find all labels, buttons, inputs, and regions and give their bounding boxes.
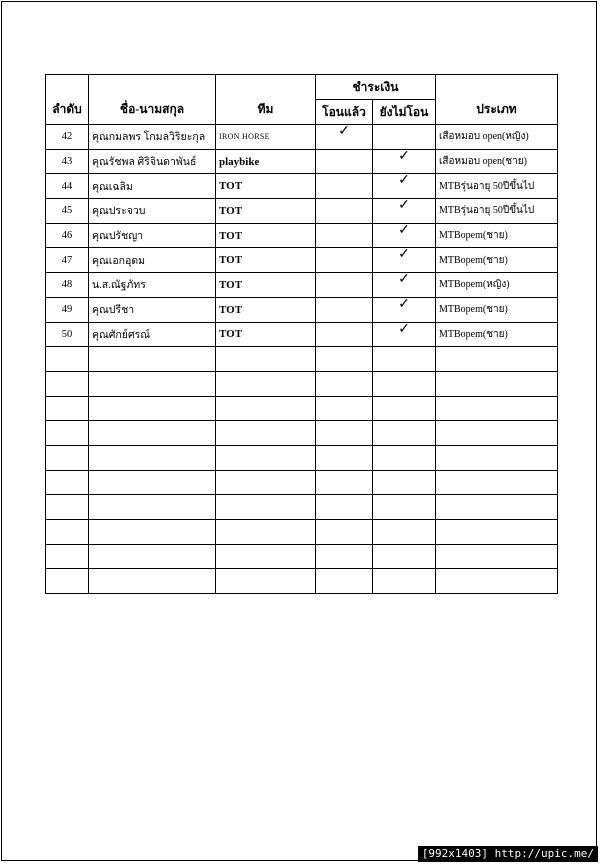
empty-cell xyxy=(316,421,373,446)
team-name: TOT xyxy=(216,223,316,248)
header-name: ชื่อ-นามสกุล xyxy=(89,75,216,125)
unpaid-check-cell xyxy=(373,199,436,224)
check-mark-icon: ✓ xyxy=(398,272,410,288)
empty-cell xyxy=(216,371,316,396)
table-row xyxy=(46,199,558,224)
empty-cell xyxy=(373,396,436,421)
empty-cell xyxy=(373,470,436,495)
empty-cell xyxy=(373,495,436,520)
empty-table-row xyxy=(46,569,558,594)
table-body xyxy=(46,125,558,594)
empty-cell xyxy=(89,544,216,569)
empty-cell xyxy=(436,520,558,545)
team-name: playbike xyxy=(216,149,316,174)
table-row xyxy=(46,223,558,248)
check-mark-icon: ✓ xyxy=(398,149,410,164)
empty-cell xyxy=(216,396,316,421)
empty-table-row xyxy=(46,544,558,569)
check-mark-icon: ✓ xyxy=(398,173,410,189)
empty-cell xyxy=(373,544,436,569)
empty-cell xyxy=(46,569,89,594)
empty-cell xyxy=(436,396,558,421)
unpaid-check-cell xyxy=(373,273,436,298)
unpaid-check-cell xyxy=(373,149,436,174)
empty-cell xyxy=(373,421,436,446)
table-row xyxy=(46,125,558,150)
empty-cell xyxy=(89,495,216,520)
empty-cell xyxy=(216,544,316,569)
empty-cell xyxy=(436,544,558,569)
participant-name: น.ส.ณัฐภัทร xyxy=(89,273,216,298)
check-mark-icon: ✓ xyxy=(398,247,410,263)
empty-cell xyxy=(316,520,373,545)
empty-cell xyxy=(46,445,89,470)
empty-cell xyxy=(436,445,558,470)
row-number: 46 xyxy=(46,223,89,248)
empty-cell xyxy=(436,569,558,594)
table-row xyxy=(46,248,558,273)
empty-cell xyxy=(373,347,436,372)
empty-cell xyxy=(316,470,373,495)
team-name: TOT xyxy=(216,199,316,224)
empty-cell xyxy=(216,520,316,545)
team-name: TOT xyxy=(216,174,316,199)
empty-cell xyxy=(373,569,436,594)
participant-name: คุณปรีชา xyxy=(89,297,216,322)
unpaid-check-cell xyxy=(373,223,436,248)
empty-table-row xyxy=(46,347,558,372)
empty-table-row xyxy=(46,470,558,495)
empty-table-row xyxy=(46,445,558,470)
empty-cell xyxy=(89,371,216,396)
empty-table-row xyxy=(46,371,558,396)
paid-check-cell xyxy=(316,223,373,248)
category: MTBรุ่นอายุ 50ปีขึ้นไป xyxy=(436,199,558,224)
empty-cell xyxy=(316,347,373,372)
empty-cell xyxy=(89,569,216,594)
empty-cell xyxy=(46,371,89,396)
paid-check-cell xyxy=(316,125,373,150)
empty-cell xyxy=(316,396,373,421)
empty-cell xyxy=(46,495,89,520)
unpaid-check-cell xyxy=(373,248,436,273)
empty-cell xyxy=(216,421,316,446)
category: MTBopem(ชาย) xyxy=(436,322,558,347)
paid-check-cell xyxy=(316,248,373,273)
empty-cell xyxy=(436,495,558,520)
empty-cell xyxy=(89,347,216,372)
empty-cell xyxy=(216,569,316,594)
participant-name: คุณประจวบ xyxy=(89,199,216,224)
row-number: 48 xyxy=(46,273,89,298)
empty-cell xyxy=(316,569,373,594)
empty-cell xyxy=(216,470,316,495)
paid-check-cell xyxy=(316,149,373,174)
category: เสือหมอบ open(ชาย) xyxy=(436,149,558,174)
unpaid-check-cell xyxy=(373,174,436,199)
category: MTBopem(ชาย) xyxy=(436,248,558,273)
team-name: TOT xyxy=(216,297,316,322)
empty-cell xyxy=(316,445,373,470)
paid-check-cell xyxy=(316,273,373,298)
row-number: 44 xyxy=(46,174,89,199)
empty-cell xyxy=(46,421,89,446)
participant-name: คุณศักย์ศรณ์ xyxy=(89,322,216,347)
header-category: ประเภท xyxy=(436,75,558,125)
empty-cell xyxy=(216,347,316,372)
paid-check-cell xyxy=(316,199,373,224)
empty-cell xyxy=(436,371,558,396)
row-number: 49 xyxy=(46,297,89,322)
table-row xyxy=(46,322,558,347)
team-name: TOT xyxy=(216,322,316,347)
empty-cell xyxy=(89,396,216,421)
header-no: ลำดับ xyxy=(46,75,89,125)
participant-name: คุณกมลพร โกมลวิริยะกุล xyxy=(89,125,216,150)
empty-cell xyxy=(89,470,216,495)
empty-cell xyxy=(46,347,89,372)
empty-cell xyxy=(46,544,89,569)
empty-cell xyxy=(216,445,316,470)
check-mark-icon: ✓ xyxy=(398,322,410,337)
empty-cell xyxy=(89,520,216,545)
empty-cell xyxy=(316,495,373,520)
unpaid-check-cell xyxy=(373,297,436,322)
registration-table xyxy=(45,74,558,594)
participant-name: คุณเฉลิม xyxy=(89,174,216,199)
empty-cell xyxy=(373,520,436,545)
header-unpaid: ยังไม่โอน xyxy=(373,100,436,125)
category: MTBรุ่นอายุ 50ปีขึ้นไป xyxy=(436,174,558,199)
table-row xyxy=(46,273,558,298)
empty-cell xyxy=(89,421,216,446)
empty-cell xyxy=(316,544,373,569)
paid-check-cell xyxy=(316,297,373,322)
participant-name: คุณปรัชญา xyxy=(89,223,216,248)
paid-check-cell xyxy=(316,174,373,199)
watermark: [992x1403] http://upic.me/ xyxy=(418,846,598,862)
check-mark-icon: ✓ xyxy=(398,297,410,312)
row-number: 45 xyxy=(46,199,89,224)
empty-cell xyxy=(46,520,89,545)
row-number: 42 xyxy=(46,125,89,150)
empty-cell xyxy=(436,347,558,372)
empty-cell xyxy=(216,495,316,520)
empty-table-row xyxy=(46,421,558,446)
row-number: 43 xyxy=(46,149,89,174)
empty-table-row xyxy=(46,495,558,520)
empty-table-row xyxy=(46,520,558,545)
header-paid: โอนแล้ว xyxy=(316,100,373,125)
table-row xyxy=(46,174,558,199)
team-name: TOT xyxy=(216,273,316,298)
participant-name: คุณเอกอุดม xyxy=(89,248,216,273)
empty-table-row xyxy=(46,396,558,421)
paid-check-cell xyxy=(316,322,373,347)
category: MTBopem(ชาย) xyxy=(436,223,558,248)
category: เสือหมอบ open(หญิง) xyxy=(436,125,558,150)
participant-name: คุณรัชพล ศิริจินดาพันธ์ xyxy=(89,149,216,174)
team-name: TOT xyxy=(216,248,316,273)
category: MTBopem(ชาย) xyxy=(436,297,558,322)
header-payment: ชำระเงิน xyxy=(316,75,436,100)
unpaid-check-cell xyxy=(373,322,436,347)
empty-cell xyxy=(373,371,436,396)
team-name: IRON HORSE xyxy=(216,125,316,150)
header-team: ทีม xyxy=(216,75,316,125)
empty-cell xyxy=(436,421,558,446)
row-number: 47 xyxy=(46,248,89,273)
empty-cell xyxy=(46,470,89,495)
check-mark-icon: ✓ xyxy=(398,223,410,238)
table-row xyxy=(46,149,558,174)
empty-cell xyxy=(373,445,436,470)
empty-cell xyxy=(46,396,89,421)
table-row xyxy=(46,297,558,322)
check-mark-icon: ✓ xyxy=(398,198,410,214)
check-mark-icon: ✓ xyxy=(338,124,350,139)
unpaid-check-cell xyxy=(373,125,436,150)
empty-cell xyxy=(436,470,558,495)
empty-cell xyxy=(316,371,373,396)
row-number: 50 xyxy=(46,322,89,347)
category: MTBopem(หญิง) xyxy=(436,273,558,298)
empty-cell xyxy=(89,445,216,470)
